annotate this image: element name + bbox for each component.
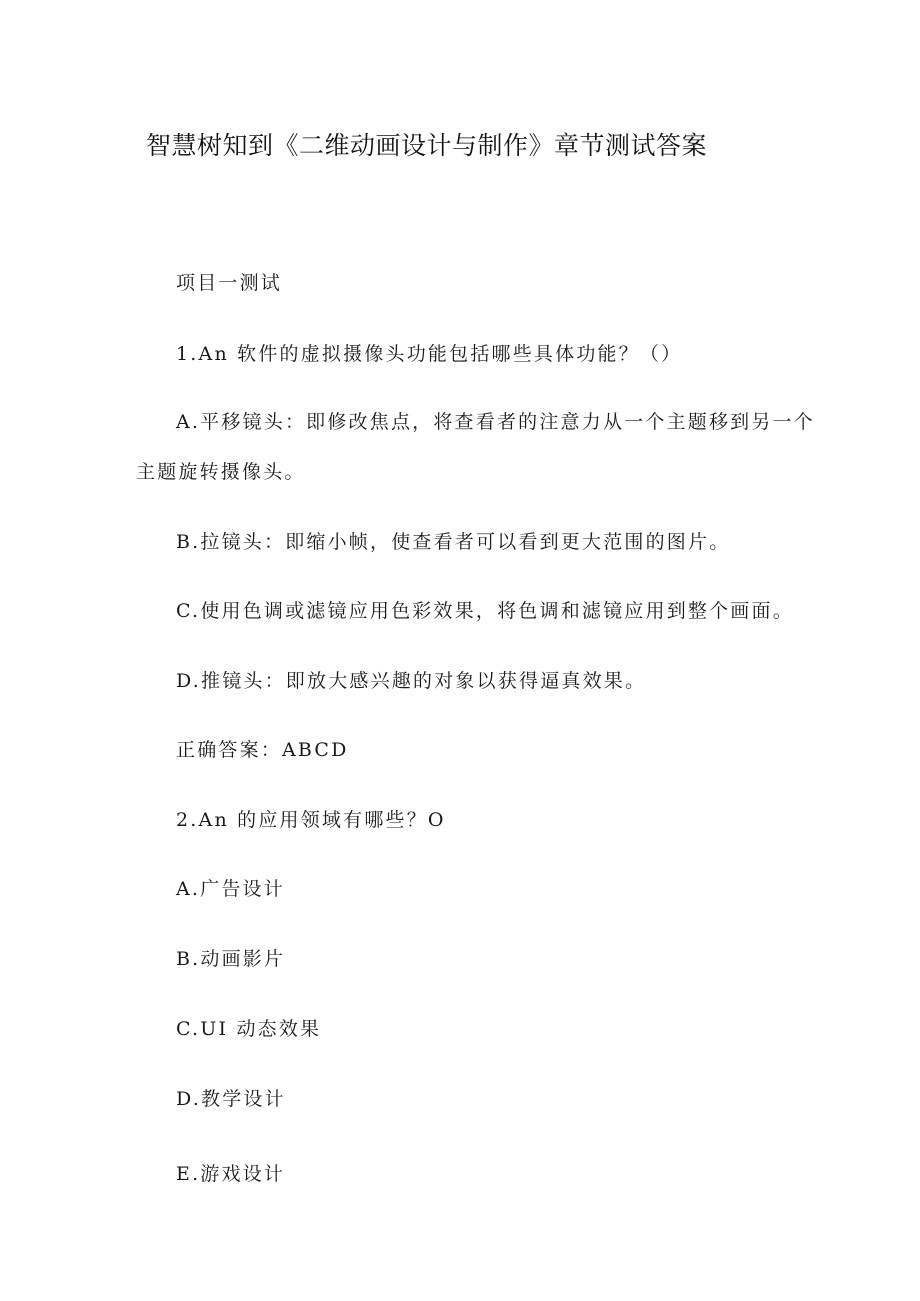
question-1-stem: 1.An 软件的虚拟摄像头功能包括哪些具体功能？（） xyxy=(176,343,683,365)
question-1-option-a-continued: 主题旋转摄像头。 xyxy=(136,461,306,483)
question-2-option-d: D.教学设计 xyxy=(176,1088,286,1110)
question-2-option-e: E.游戏设计 xyxy=(176,1163,286,1185)
question-2-stem: 2.An 的应用领域有哪些？O xyxy=(176,809,446,831)
question-1-answer: 正确答案：ABCD xyxy=(176,739,349,761)
question-2-option-a: A.广告设计 xyxy=(176,878,285,900)
document-title: 智慧树知到《二维动画设计与制作》章节测试答案 xyxy=(146,131,708,160)
question-1-option-d: D.推镜头：即放大感兴趣的对象以获得逼真效果。 xyxy=(176,670,647,692)
question-1-option-c: C.使用色调或滤镜应用色彩效果，将色调和滤镜应用到整个画面。 xyxy=(176,600,794,622)
section-title: 项目一测试 xyxy=(176,272,283,294)
question-2-option-c: C.UI 动态效果 xyxy=(176,1018,322,1040)
question-1-option-a: A.平移镜头：即修改焦点，将查看者的注意力从一个主题移到另一个 xyxy=(176,411,815,433)
question-1-option-b: B.拉镜头：即缩小帧，使查看者可以看到更大范围的图片。 xyxy=(176,531,731,553)
question-2-option-b: B.动画影片 xyxy=(176,948,286,970)
